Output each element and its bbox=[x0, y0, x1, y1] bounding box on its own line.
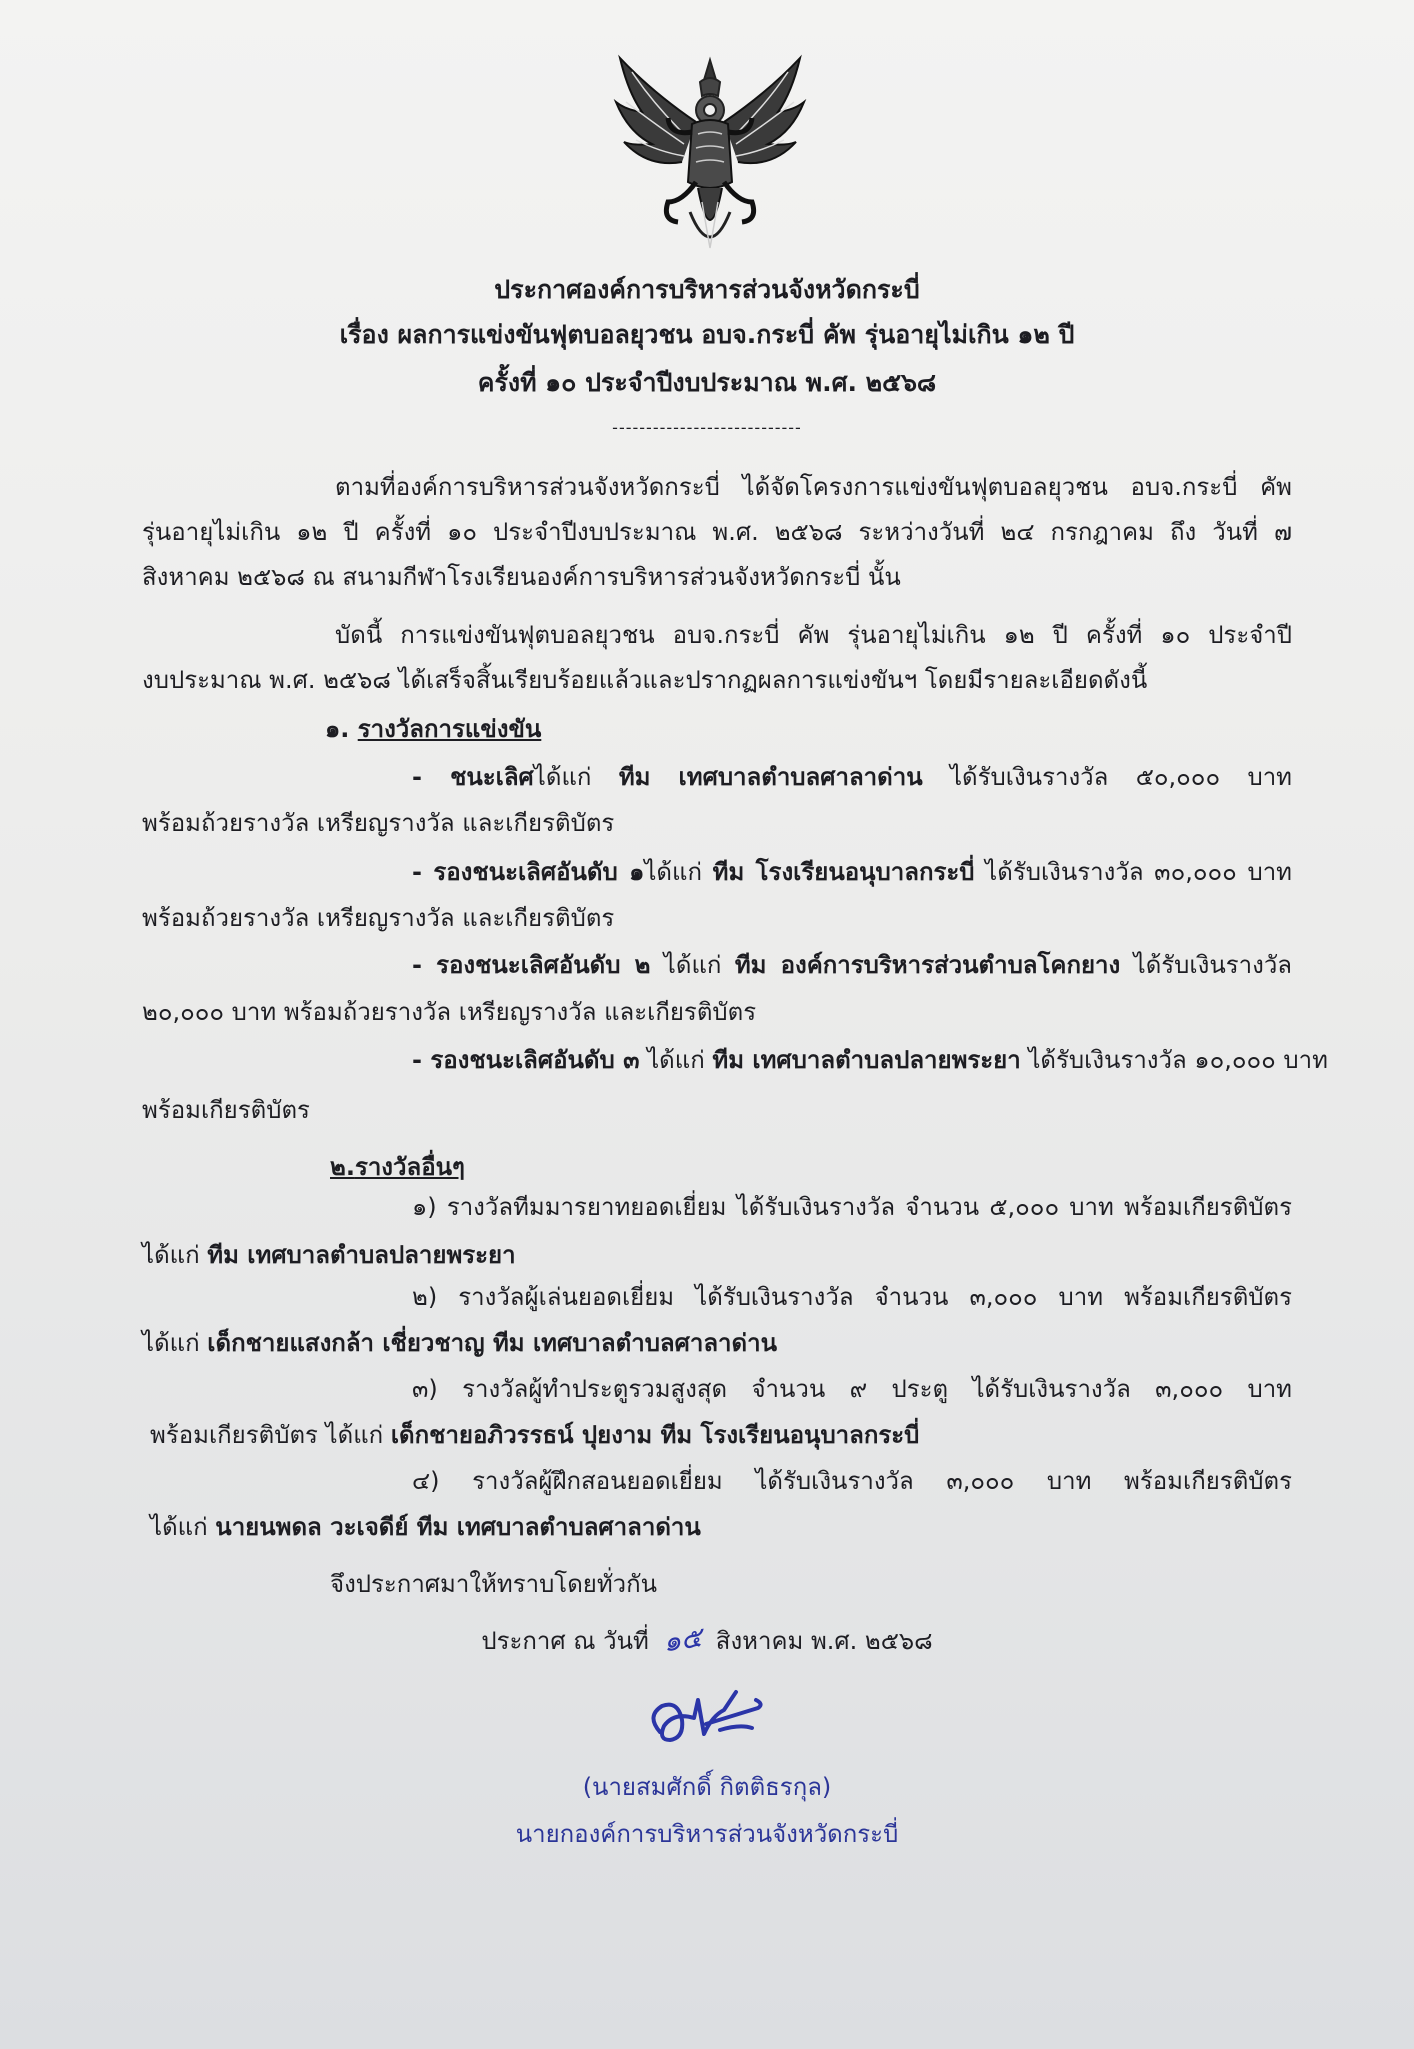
date-day-handwritten: ๑๕ bbox=[660, 1620, 704, 1659]
signer-name: (นายสมศักดิ์ กิตติธรกุล) bbox=[582, 1773, 832, 1801]
section-1-number: ๑. bbox=[325, 715, 350, 743]
winner-1-team: ทีม เทศบาลตำบลศาลาด่าน bbox=[618, 763, 923, 791]
section-2-number: ๒. bbox=[330, 1153, 355, 1181]
award-3-recipient: เด็กชายอภิวรรธน์ ปุยงาม ทีม โรงเรียนอนุบาลกระบี่ bbox=[390, 1421, 920, 1449]
announcement-date bbox=[0, 1620, 1414, 1659]
winner-3-prize: ได้รับเงินรางวัล bbox=[1120, 951, 1293, 979]
section-2-heading bbox=[330, 1150, 465, 1184]
winner-1-label: ชนะเลิศ bbox=[450, 763, 534, 791]
paragraph-1-line-2: รุ่นอายุไม่เกิน ๑๒ ปี ครั้งที่ ๑๐ ประจำปีงบประมาณ พ.ศ. ๒๕๖๘ ระหว่างวันที่ ๒๔ กรกฎาคม ถึง วันที่ ๗ bbox=[142, 518, 1292, 546]
date-suffix: สิงหาคม พ.ศ. ๒๕๖๘ bbox=[715, 1627, 933, 1655]
winner-4-team: ทีม เทศบาลตำบลปลายพระยา bbox=[712, 1046, 1021, 1074]
paragraph-2-line-2: งบประมาณ พ.ศ. ๒๕๖๘ ได้เสร็จสิ้นเรียบร้อยแล้วและปรากฏผลการแข่งขันฯ โดยมีรายละเอียดดังนี้ bbox=[142, 666, 1148, 694]
award-3-got: พร้อมเกียรติบัตร ได้แก่ bbox=[150, 1421, 391, 1449]
date-prefix: ประกาศ ณ วันที่ bbox=[481, 1627, 649, 1655]
document-subject: เรื่อง ผลการแข่งขันฟุตบอลยุวชน อบจ.กระบี่ คัพ รุ่นอายุไม่เกิน ๑๒ ปี bbox=[339, 320, 1075, 349]
award-2-recipient: เด็กชายแสงกล้า เชี่ยวชาญ ทีม เทศบาลตำบลศาลาด่าน bbox=[207, 1329, 777, 1357]
award-3-recipient-line bbox=[150, 1418, 919, 1452]
winner-3-label: รองชนะเลิศอันดับ ๒ bbox=[436, 951, 651, 979]
award-2-recipient-line bbox=[142, 1326, 777, 1360]
winner-4-line bbox=[412, 1043, 1328, 1077]
winner-1-continuation: พร้อมถ้วยรางวัล เหรียญรางวัล และเกียรติบัตร bbox=[142, 809, 615, 837]
winner-3-line bbox=[412, 948, 1292, 982]
winner-2-dash: - bbox=[412, 858, 434, 886]
winner-1-prize: ได้รับเงินรางวัล ๕๐,๐๐๐ บาท bbox=[922, 763, 1292, 791]
paragraph-2-line-1: บัดนี้ การแข่งขันฟุตบอลยุวชน อบจ.กระบี่ คัพ รุ่นอายุไม่เกิน ๑๒ ปี ครั้งที่ ๑๐ ประจำปี bbox=[335, 621, 1292, 649]
winner-3-team: ทีม องค์การบริหารส่วนตำบลโคกยาง bbox=[734, 951, 1121, 979]
winner-2-continuation: พร้อมถ้วยรางวัล เหรียญรางวัล และเกียรติบัตร bbox=[142, 904, 615, 932]
winner-2-prize: ได้รับเงินรางวัล ๓๐,๐๐๐ บาท bbox=[974, 858, 1292, 886]
section-1-title: รางวัลการแข่งขัน bbox=[357, 715, 542, 743]
winner-1-dash: - bbox=[412, 763, 451, 791]
award-4-recipient-line bbox=[150, 1510, 701, 1544]
award-4-line: ๔) รางวัลผู้ฝึกสอนยอดเยี่ยม ได้รับเงินรางวัล ๓,๐๐๐ บาท พร้อมเกียรติบัตร bbox=[412, 1467, 1292, 1495]
closing-announcement: จึงประกาศมาให้ทราบโดยทั่วกัน bbox=[330, 1570, 658, 1598]
winner-2-team: ทีม โรงเรียนอนุบาลกระบี่ bbox=[712, 858, 975, 886]
award-2-line: ๒) รางวัลผู้เล่นยอดเยี่ยม ได้รับเงินรางวัล จำนวน ๓,๐๐๐ บาท พร้อมเกียรติบัตร bbox=[412, 1283, 1292, 1311]
winner-2-line bbox=[412, 855, 1292, 889]
winner-4-continuation: พร้อมเกียรติบัตร bbox=[142, 1096, 310, 1124]
document-edition: ครั้งที่ ๑๐ ประจำปีงบประมาณ พ.ศ. ๒๕๖๘ bbox=[477, 368, 937, 397]
winner-1-line bbox=[412, 760, 1292, 794]
winner-3-dash: - bbox=[412, 951, 437, 979]
title-separator: ---------------------------- bbox=[612, 418, 802, 437]
award-1-recipient-line bbox=[142, 1238, 516, 1272]
section-1-heading bbox=[325, 712, 541, 746]
winner-3-continuation: ๒๐,๐๐๐ บาท พร้อมถ้วยรางวัล เหรียญรางวัล และเกียรติบัตร bbox=[142, 998, 757, 1026]
winner-4-label: รองชนะเลิศอันดับ ๓ bbox=[430, 1046, 640, 1074]
award-1-got: ได้แก่ bbox=[142, 1241, 208, 1269]
document-title: ประกาศองค์การบริหารส่วนจังหวัดกระบี่ bbox=[494, 275, 920, 304]
section-2-title: รางวัลอื่นๆ bbox=[354, 1153, 465, 1181]
winner-4-got: ได้แก่ bbox=[639, 1046, 713, 1074]
winner-2-got: ได้แก่ bbox=[644, 858, 713, 886]
winner-2-label: รองชนะเลิศอันดับ ๑ bbox=[433, 858, 645, 886]
award-2-got: ได้แก่ bbox=[142, 1329, 208, 1357]
signer-position: นายกองค์การบริหารส่วนจังหวัดกระบี่ bbox=[515, 1820, 899, 1848]
award-1-recipient: ทีม เทศบาลตำบลปลายพระยา bbox=[207, 1241, 516, 1269]
garuda-emblem-icon bbox=[612, 52, 808, 262]
award-4-recipient: นายนพดล วะเจดีย์ ทีม เทศบาลตำบลศาลาด่าน bbox=[215, 1513, 701, 1541]
winner-3-got: ได้แก่ bbox=[650, 951, 735, 979]
winner-4-dash: - bbox=[412, 1046, 431, 1074]
winner-1-got: ได้แก่ bbox=[533, 763, 619, 791]
signature-mark bbox=[640, 1680, 780, 1760]
paragraph-1-line-1: ตามที่องค์การบริหารส่วนจังหวัดกระบี่ ได้จัดโครงการแข่งขันฟุตบอลยุวชน อบจ.กระบี่ คัพ bbox=[335, 473, 1292, 501]
award-4-got: ได้แก่ bbox=[150, 1513, 216, 1541]
award-3-line: ๓) รางวัลผู้ทำประตูรวมสูงสุด จำนวน ๙ ประตู ได้รับเงินรางวัล ๓,๐๐๐ บาท bbox=[412, 1375, 1292, 1403]
paragraph-1-line-3: สิงหาคม ๒๕๖๘ ณ สนามกีฬาโรงเรียนองค์การบริหารส่วนจังหวัดกระบี่ นั้น bbox=[142, 563, 901, 591]
winner-4-prize: ได้รับเงินรางวัล ๑๐,๐๐๐ บาท bbox=[1020, 1046, 1328, 1074]
award-1-line: ๑) รางวัลทีมมารยาทยอดเยี่ยม ได้รับเงินรางวัล จำนวน ๕,๐๐๐ บาท พร้อมเกียรติบัตร bbox=[412, 1193, 1292, 1221]
